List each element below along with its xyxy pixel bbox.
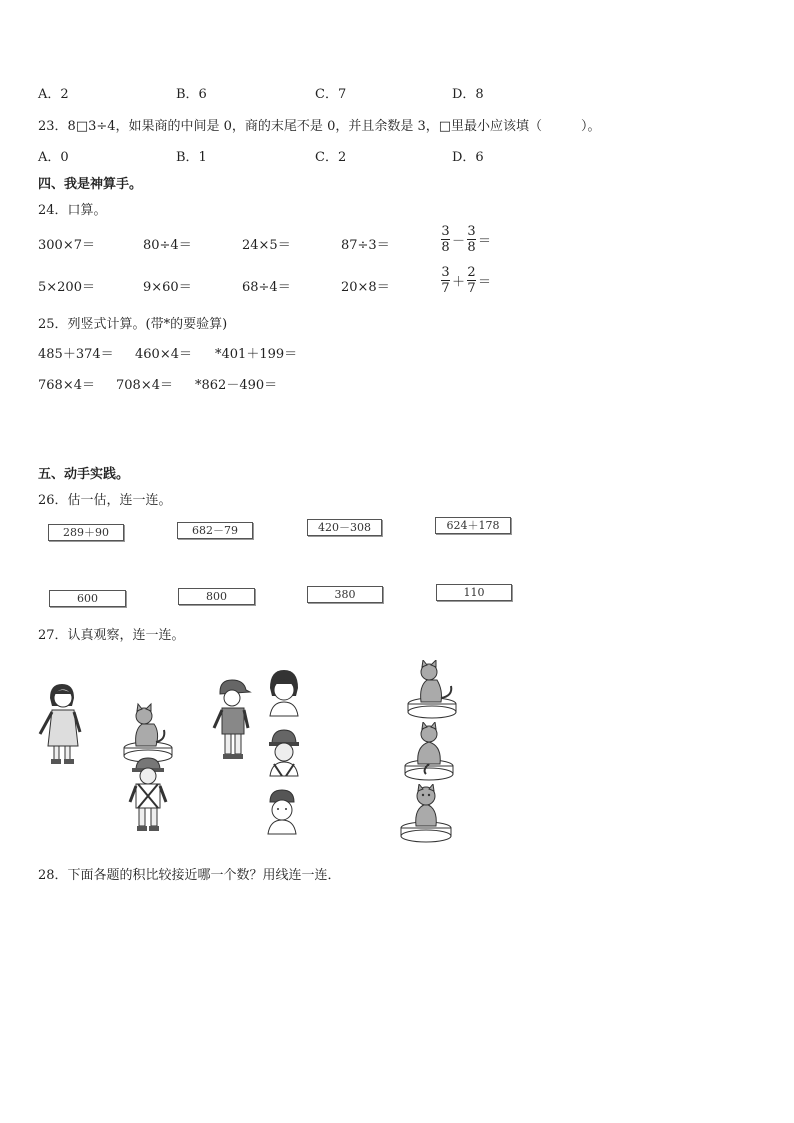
q23-option-c: C．2 — [315, 150, 347, 165]
q26-expression-2[interactable]: 682－79 — [177, 522, 253, 539]
cat-on-pedestal-illustration — [122, 702, 174, 764]
q22-option-d: D．8 — [452, 87, 484, 102]
q25-title: 25．列竖式计算。(带*的要验算) — [38, 317, 228, 332]
q22-option-c: C．7 — [315, 87, 347, 102]
q25-item-3: *401＋199＝ — [215, 347, 298, 362]
section4-title: 四、我是神算手。 — [38, 177, 143, 192]
q26-title: 26．估一估，连一连。 — [38, 493, 172, 508]
boy-cap-head-illustration — [266, 728, 302, 778]
q23-option-b: B．1 — [176, 150, 207, 165]
q26-answer-1[interactable]: 600 — [49, 590, 126, 607]
q24-item-5: 5×200＝ — [38, 280, 95, 295]
q24-title: 24．口算。 — [38, 203, 107, 218]
q23-option-d: D．6 — [452, 150, 484, 165]
q26-answer-3[interactable]: 380 — [307, 586, 383, 603]
q23-question: 23．8□3÷4，如果商的中间是 0，商的末尾不是 0，并且余数是 3，□里最小应该填（ ）。 — [38, 119, 601, 134]
q27-title: 27．认真观察，连一连。 — [38, 628, 185, 643]
q24-item-1: 300×7＝ — [38, 238, 95, 253]
q26-expression-3[interactable]: 420－308 — [307, 519, 382, 536]
q26-expression-1[interactable]: 289＋90 — [48, 524, 124, 541]
q25-item-2: 460×4＝ — [135, 347, 192, 362]
girl-head-front-illustration — [266, 668, 302, 718]
q24-fraction-2: 3 7 ＋ 2 7 ＝ — [441, 265, 492, 296]
q24-item-2: 80÷4＝ — [143, 238, 192, 253]
q24-item-3: 24×5＝ — [242, 238, 291, 253]
q22-option-a: A．2 — [38, 87, 69, 102]
q24-item-4: 87÷3＝ — [341, 238, 390, 253]
q23-option-a: A．0 — [38, 150, 69, 165]
cat-back-view-pedestal-illustration — [402, 722, 456, 782]
q26-expression-4[interactable]: 624＋178 — [435, 517, 511, 534]
q25-item-1: 485＋374＝ — [38, 347, 114, 362]
q22-option-b: B．6 — [176, 87, 207, 102]
q25-item-6: *862－490＝ — [195, 378, 278, 393]
boy-side-view-illustration — [210, 678, 254, 764]
q25-item-5: 708×4＝ — [116, 378, 173, 393]
boy-back-view-illustration — [128, 756, 168, 832]
q28-title: 28．下面各题的积比较接近哪一个数？用线连一连． — [38, 868, 341, 883]
q26-answer-2[interactable]: 800 — [178, 588, 255, 605]
q24-item-7: 68÷4＝ — [242, 280, 291, 295]
q24-item-6: 9×60＝ — [143, 280, 192, 295]
section5-title: 五、动手实践。 — [38, 467, 130, 482]
q25-item-4: 768×4＝ — [38, 378, 95, 393]
cat-side-view-pedestal-illustration — [405, 660, 459, 720]
q26-answer-4[interactable]: 110 — [436, 584, 512, 601]
boy-front-head-illustration — [264, 788, 300, 836]
q24-item-8: 20×8＝ — [341, 280, 390, 295]
q24-fraction-1: 3 8 － 3 8 ＝ — [441, 224, 492, 255]
cat-front-view-pedestal-illustration — [398, 784, 454, 844]
girl-figure-illustration — [36, 682, 86, 768]
